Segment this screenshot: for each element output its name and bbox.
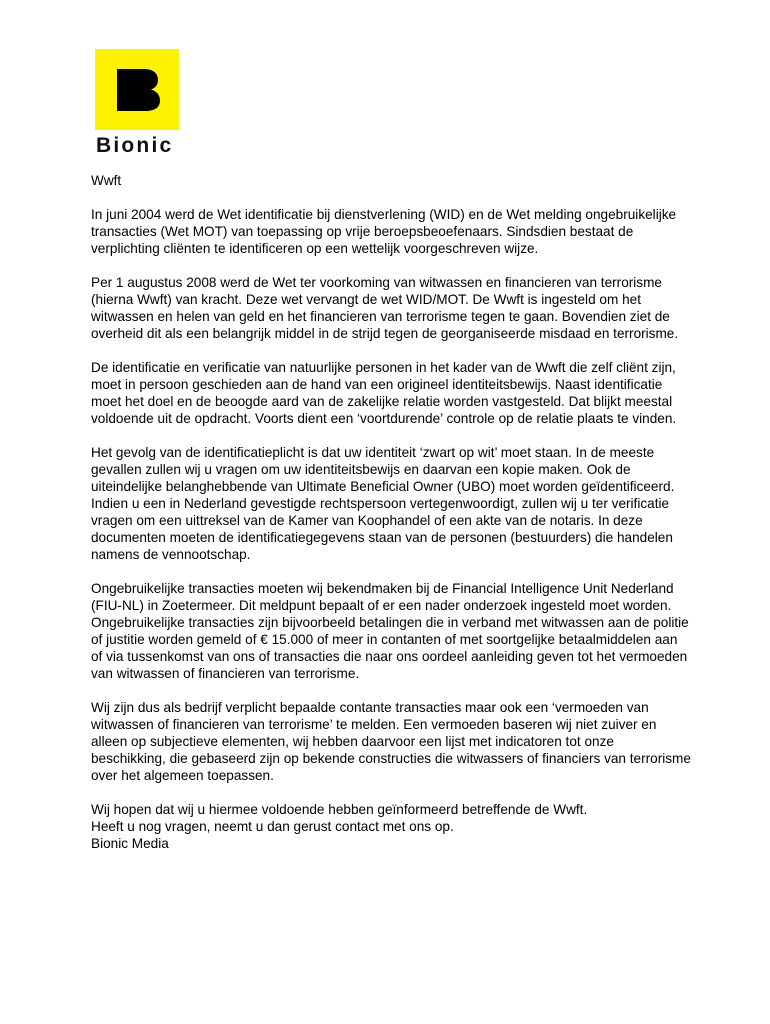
paragraph-reporting-obligation: Wij zijn dus als bedrijf verplicht bepaalde contante transacties maar ook een ‘vermoeden van witwassen of financieren van terrorisme’ te melden. Een vermoeden baseren wij niet zuiver en alleen op subjectieve elementen, wij hebben daarvoor een lijst met indicatoren tot onze beschikking, die gebaseerd zijn op bekende constructies die witwassers of financiers van terrorisme over het algemeen toepassen. (91, 700, 691, 783)
paragraph-identification-duty: Het gevolg van de identificatieplicht is dat uw identiteit ‘zwart op wit’ moet staan. In de meeste gevallen zullen wij u vragen om uw identiteitsbewijs en daarvan een kopie maken. Ook de uiteindelijke belanghebbende van Ultimate Beneficial Owner (UBO) moet worden geïdentificeerd. Indien u een in Nederland gevestigde rechtspersoon vertegenwoordigt, zullen wij u ter verificatie vragen om een uittreksel van de Kamer van Koophandel of een akte van de notaris. In deze documenten moeten de identificatiegegevens staan van de personen (bestuurders) die handelen namens de vennootschap. (91, 445, 675, 562)
closing-line: Wij hopen dat wij u hiermee voldoende hebben geïnformeerd betreffende de Wwft. (91, 802, 588, 817)
paragraph-wwft-intro: Per 1 augustus 2008 werd de Wet ter voorkoming van witwassen en financieren van terrorisme (hierna Wwft) van kracht. Deze wet vervangt de wet WID/MOT. De Wwft is ingesteld om het witwassen en helen van geld en het financieren van terrorisme tegen te gaan. Bovendien ziet de overheid dit als een belangrijk middel in de strijd tegen de georganiseerde misdaad en terrorisme. (91, 275, 679, 341)
document-title: Wwft (91, 173, 122, 188)
paragraph-wid-mot: In juni 2004 werd de Wet identificatie bij dienstverlening (WID) en de Wet melding ongebruikelijke transacties (Wet MOT) van toepassing op vrije beroepsbeoefenaars. Sindsdien bestaat de verplichting cliënten te identificeren op een wettelijk voorgeschreven wijze. (91, 207, 677, 256)
paragraph-unusual-transactions: Ongebruikelijke transacties moeten wij bekendmaken bij de Financial Intelligence Unit Nederland (FIU-NL) in Zoetermeer. Dit meldpunt bepaalt of er een nader onderzoek ingesteld moet worden. Ongebruikelijke transacties zijn bijvoorbeeld betalingen die in verband met witwassen aan de politie of justitie worden gemeld of € 15.000 of meer in contanten of met soortgelijke betaalmiddelen aan of via tussenkomst van ons of transacties die naar ons oordeel aanleiding geven tot het vermoeden van witwassen of financieren van terrorisme. (91, 581, 689, 681)
paragraph-identification: De identificatie en verificatie van natuurlijke personen in het kader van de Wwft die zelf cliënt zijn, moet in persoon geschieden aan de hand van een origineel identiteitsbewijs. Naast identificatie moet het doel en de beoogde aard van de zakelijke relatie worden vastgesteld. Dat blijkt meestal voldoende uit de opdracht. Voorts dient een ‘voortdurende’ controle op de relatie plaats te vinden. (91, 360, 677, 426)
closing-block (91, 801, 691, 852)
closing-contact-line: Heeft u nog vragen, neemt u dan gerust contact met ons op. (91, 819, 454, 834)
bionic-logo (95, 49, 179, 130)
brand-name: Bionic (96, 134, 174, 157)
document-body (91, 172, 691, 852)
signature: Bionic Media (91, 836, 169, 851)
bionic-logo-mark (95, 49, 179, 130)
